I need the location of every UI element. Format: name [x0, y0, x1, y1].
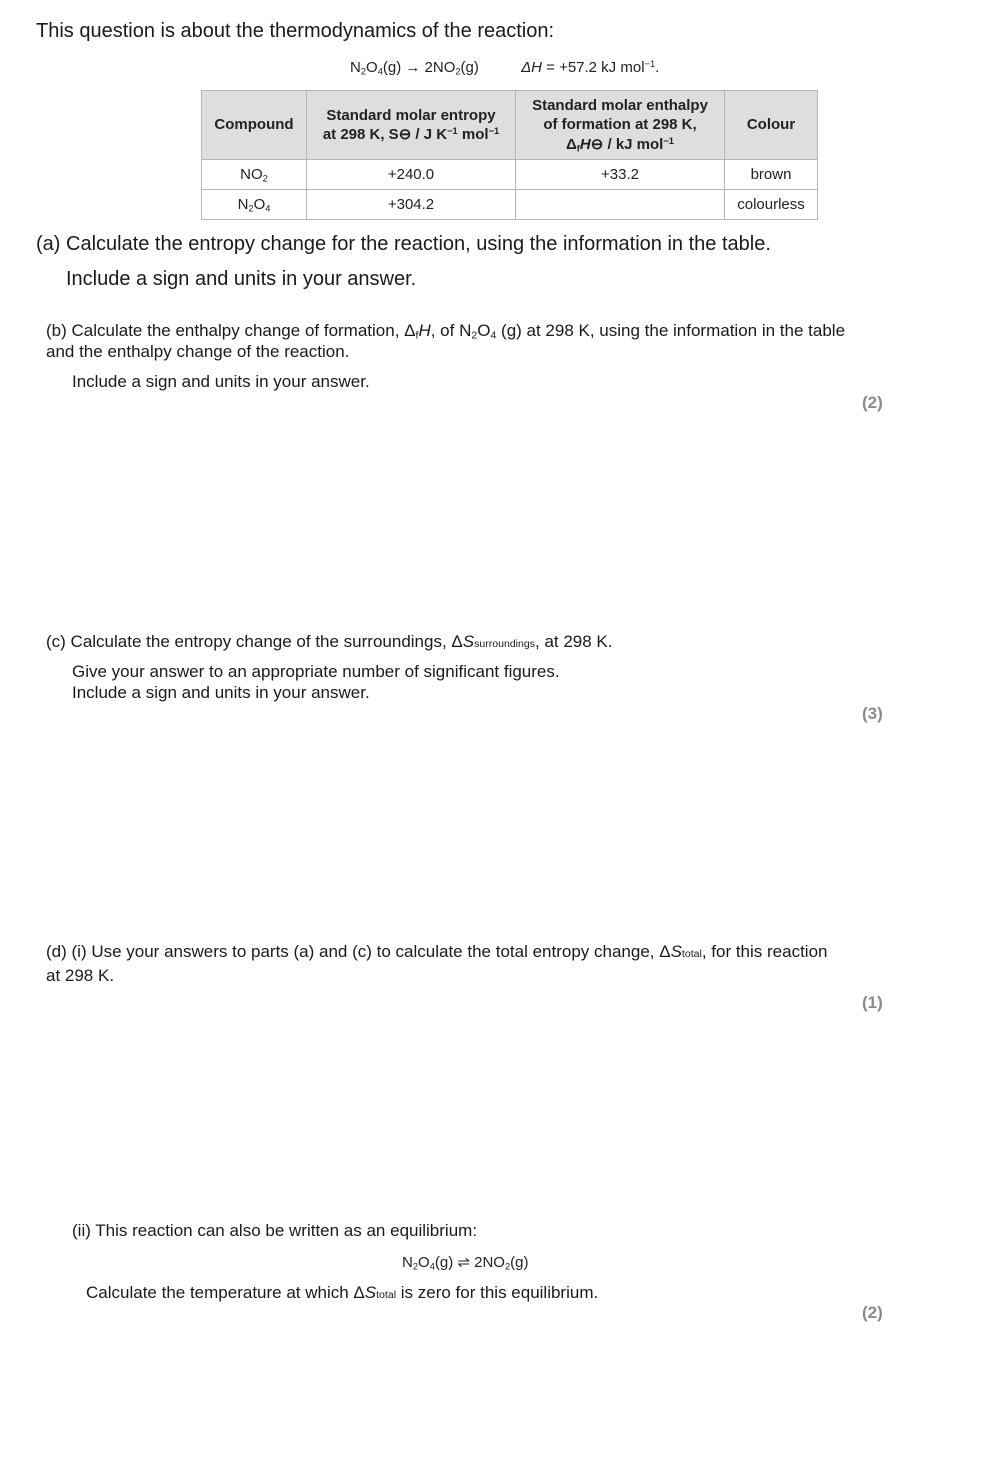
intro-text: This question is about the thermodynamics of the reaction: — [36, 20, 555, 42]
part-d-i-marks: (1) — [862, 993, 883, 1012]
cell-compound: $N_2O_4$ — [202, 190, 307, 220]
data-table — [201, 90, 818, 220]
part-c-instruction-sigfigs: Give your answer to an appropriate number of significant figures. — [72, 662, 560, 681]
part-d-i-question: (d) (i) Use your answers to parts (a) and (c) to calculate the total entropy change, ΔStotal, for this reaction at 298 K. — [46, 942, 828, 985]
header-compound: Compound — [202, 91, 307, 160]
equilibrium-equation: $N_2O_4(g)$ ⇌ $2NO_2(g)$ — [402, 1254, 529, 1272]
cell-enthalpy: +33.2 — [516, 160, 725, 190]
cell-colour: colourless — [725, 190, 818, 220]
cell-colour: brown — [725, 160, 818, 190]
part-b-marks: (2) — [862, 393, 883, 412]
part-d-ii-marks: (2) — [862, 1303, 883, 1322]
cell-compound: $NO_2$ — [202, 160, 307, 190]
cell-enthalpy — [516, 190, 725, 220]
reaction-enthalpy: ΔH = +57.2 kJ mol$^{-1}$. — [521, 58, 660, 76]
table-row — [202, 160, 818, 190]
header-enthalpy: Standard molar enthalpy of formation at 298 K, $\Delta_fH⊖$ / kJ mol$^{-1}$ — [516, 91, 725, 160]
header-colour: Colour — [725, 91, 818, 160]
reaction-equation: $N_2O_4(g) \to 2NO_2(g) \Delta H = +57.2$ kJ mol$^{-1}$. — [350, 58, 660, 77]
part-a-instruction: Include a sign and units in your answer. — [66, 268, 417, 290]
part-d-ii-intro: (ii) This reaction can also be written as an equilibrium: — [72, 1221, 478, 1240]
part-a-question: (a) Calculate the entropy change for the reaction, using the information in the table. — [36, 233, 771, 255]
part-b-instruction: Include a sign and units in your answer. — [72, 372, 370, 391]
table-row — [202, 190, 818, 220]
part-c-question: (c) Calculate the entropy change of the surroundings, ΔSsurroundings, at 298 K. — [46, 632, 613, 651]
part-b-question: (b) Calculate the enthalpy change of formation, $\Delta_fH$, of $N_2O_4$ (g) at 298 K, using the information in the table and the enthalpy change of the reaction. — [46, 321, 846, 361]
cell-entropy: +240.0 — [307, 160, 516, 190]
part-d-ii-question: Calculate the temperature at which ΔStotal is zero for this equilibrium. — [86, 1283, 599, 1302]
table-header-row — [202, 91, 818, 160]
part-c-marks: (3) — [862, 704, 883, 723]
header-entropy: Standard molar entropy at 298 K, S⊖ / J $K^{-1}$ mol$^{-1}$ — [307, 91, 516, 160]
cell-entropy: +304.2 — [307, 190, 516, 220]
part-c-instruction-units: Include a sign and units in your answer. — [72, 683, 370, 702]
